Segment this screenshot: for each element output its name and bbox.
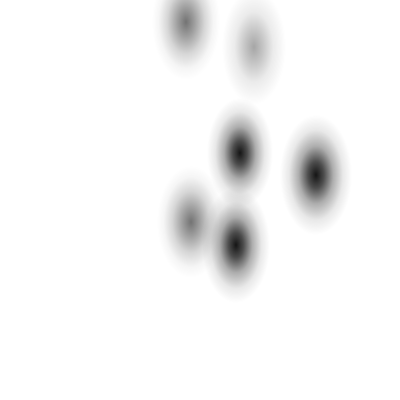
blob-right — [280, 115, 352, 235]
blob-bottom — [202, 187, 270, 303]
